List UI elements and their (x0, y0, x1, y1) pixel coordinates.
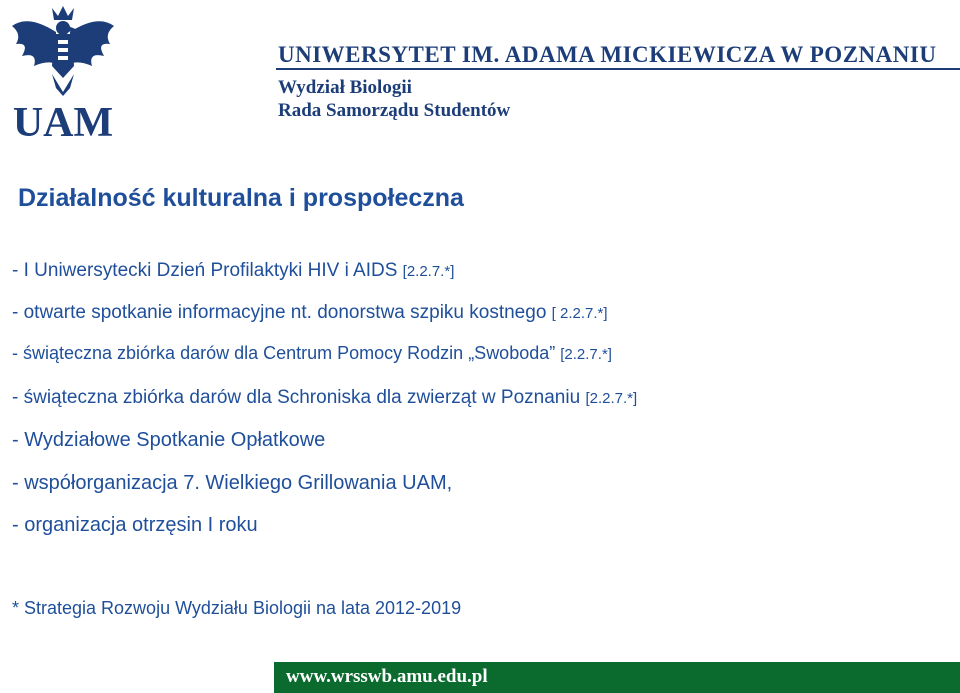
list-item (12, 260, 454, 282)
uam-eagle-logo (8, 4, 118, 140)
list-item-text: - I Uniwersytecki Dzień Profilaktyki HIV i AIDS (12, 260, 403, 281)
list-item (12, 514, 258, 537)
logo-wordmark: UAM (12, 100, 114, 140)
list-item (12, 387, 637, 409)
university-name: UNIWERSYTET IM. ADAMA MICKIEWICZA W POZNANIU (278, 42, 937, 67)
list-item-text: - współorganizacja 7. Wielkiego Grillowania UAM, (12, 472, 453, 494)
list-item-text: - organizacja otrzęsin I roku (12, 514, 258, 536)
list-item (12, 343, 612, 364)
student-council-name: Rada Samorządu Studentów (278, 100, 511, 121)
list-item-text: - świąteczna zbiórka darów dla Schroniska dla zwierząt w Poznaniu (12, 387, 586, 408)
page-title: Działalność kulturalna i prospołeczna (18, 184, 464, 212)
strategy-reference: [2.2.7.*] (560, 346, 612, 363)
strategy-reference: [ 2.2.7.*] (551, 305, 608, 322)
list-item-text: - świąteczna zbiórka darów dla Centrum Pomocy Rodzin „Swoboda” (12, 343, 561, 363)
strategy-reference: [2.2.7.*] (585, 390, 638, 407)
website-link[interactable]: www.wrsswb.amu.edu.pl (286, 666, 488, 687)
header-divider (276, 68, 960, 70)
list-item (12, 429, 325, 452)
faculty-name: Wydział Biologii (278, 77, 412, 98)
footnote: * Strategia Rozwoju Wydziału Biologii na lata 2012-2019 (12, 598, 462, 618)
strategy-reference: [2.2.7.*] (402, 263, 455, 280)
list-item (12, 472, 452, 495)
list-item (12, 302, 608, 324)
footer-bar (274, 662, 960, 693)
list-item-text: - Wydziałowe Spotkanie Opłatkowe (12, 429, 326, 451)
list-item-text: - otwarte spotkanie informacyjne nt. donorstwa szpiku kostnego (12, 302, 552, 323)
